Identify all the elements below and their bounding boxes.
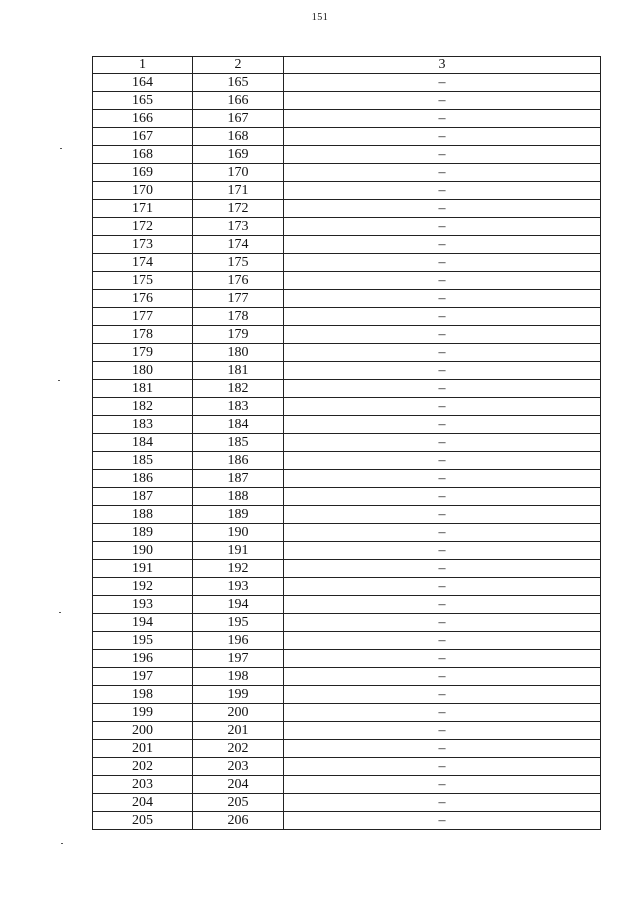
table-cell: 190 — [193, 524, 284, 542]
table-cell: – — [284, 740, 601, 758]
table-row — [93, 182, 601, 200]
table-cell: 188 — [93, 506, 193, 524]
table-row — [93, 164, 601, 182]
table-cell: 200 — [193, 704, 284, 722]
table-cell: 169 — [193, 146, 284, 164]
table-cell: – — [284, 416, 601, 434]
table-row — [93, 704, 601, 722]
table-cell: – — [284, 758, 601, 776]
table-row — [93, 470, 601, 488]
table-row — [93, 794, 601, 812]
table-row — [93, 128, 601, 146]
table-cell: 182 — [93, 398, 193, 416]
table-cell: 190 — [93, 542, 193, 560]
table-cell: – — [284, 182, 601, 200]
table-cell: 189 — [93, 524, 193, 542]
table-cell: – — [284, 254, 601, 272]
table-cell: 175 — [93, 272, 193, 290]
table-cell: – — [284, 326, 601, 344]
table-cell: – — [284, 290, 601, 308]
table-cell: 165 — [193, 74, 284, 92]
table-cell: – — [284, 200, 601, 218]
table-cell: – — [284, 362, 601, 380]
table-cell: 166 — [93, 110, 193, 128]
table-cell: – — [284, 542, 601, 560]
table-cell: – — [284, 776, 601, 794]
column-header: 3 — [284, 57, 601, 74]
table-cell: 193 — [93, 596, 193, 614]
table-cell: – — [284, 92, 601, 110]
table-cell: 182 — [193, 380, 284, 398]
data-table-container — [92, 56, 601, 830]
page-number: 151 — [311, 12, 329, 23]
table-row — [93, 308, 601, 326]
table-cell: 181 — [93, 380, 193, 398]
table-cell: 199 — [93, 704, 193, 722]
scan-speck — [60, 148, 62, 149]
table-cell: – — [284, 398, 601, 416]
table-cell: – — [284, 560, 601, 578]
table-cell: 174 — [193, 236, 284, 254]
table-cell: 178 — [93, 326, 193, 344]
table-row — [93, 362, 601, 380]
table-row — [93, 254, 601, 272]
table-cell: – — [284, 128, 601, 146]
table-row — [93, 416, 601, 434]
table-row — [93, 686, 601, 704]
table-cell: 184 — [193, 416, 284, 434]
table-cell: 205 — [193, 794, 284, 812]
table-cell: 192 — [193, 560, 284, 578]
table-cell: 201 — [193, 722, 284, 740]
table-cell: 186 — [193, 452, 284, 470]
table-cell: 168 — [193, 128, 284, 146]
table-cell: 172 — [93, 218, 193, 236]
table-cell: 164 — [93, 74, 193, 92]
table-cell: 194 — [193, 596, 284, 614]
table-cell: 197 — [193, 650, 284, 668]
table-cell: 185 — [93, 452, 193, 470]
table-cell: – — [284, 434, 601, 452]
table-cell: – — [284, 614, 601, 632]
table-row — [93, 776, 601, 794]
table-cell: 176 — [193, 272, 284, 290]
table-cell: – — [284, 650, 601, 668]
table-cell: 175 — [193, 254, 284, 272]
table-cell: 173 — [93, 236, 193, 254]
table-cell: 179 — [193, 326, 284, 344]
table-cell: 187 — [93, 488, 193, 506]
table-cell: 180 — [93, 362, 193, 380]
table-cell: 177 — [193, 290, 284, 308]
table-cell: 172 — [193, 200, 284, 218]
table-cell: – — [284, 722, 601, 740]
table-cell: 179 — [93, 344, 193, 362]
table-cell: 176 — [93, 290, 193, 308]
table-cell: 184 — [93, 434, 193, 452]
table-cell: – — [284, 452, 601, 470]
scan-speck — [61, 843, 63, 844]
table-cell: 201 — [93, 740, 193, 758]
table-cell: – — [284, 704, 601, 722]
table-cell: – — [284, 308, 601, 326]
table-cell: – — [284, 164, 601, 182]
table-cell: – — [284, 380, 601, 398]
table-cell: 204 — [93, 794, 193, 812]
table-cell: – — [284, 578, 601, 596]
table-row — [93, 506, 601, 524]
table-cell: 180 — [193, 344, 284, 362]
table-row — [93, 740, 601, 758]
table-row — [93, 200, 601, 218]
table-cell: 171 — [193, 182, 284, 200]
table-cell: – — [284, 74, 601, 92]
table-row — [93, 110, 601, 128]
table-cell: 198 — [193, 668, 284, 686]
table-cell: 197 — [93, 668, 193, 686]
table-cell: – — [284, 668, 601, 686]
table-cell: 202 — [193, 740, 284, 758]
table-row — [93, 380, 601, 398]
table-cell: – — [284, 146, 601, 164]
table-cell: 196 — [93, 650, 193, 668]
table-cell: 171 — [93, 200, 193, 218]
table-cell: 168 — [93, 146, 193, 164]
table-cell: 200 — [93, 722, 193, 740]
table-row — [93, 578, 601, 596]
table-row — [93, 146, 601, 164]
table-cell: – — [284, 596, 601, 614]
table-cell: 191 — [93, 560, 193, 578]
table-cell: 181 — [193, 362, 284, 380]
table-cell: – — [284, 506, 601, 524]
table-header-row — [93, 57, 601, 74]
table-cell: 173 — [193, 218, 284, 236]
scan-speck — [59, 612, 61, 613]
table-cell: – — [284, 794, 601, 812]
table-row — [93, 344, 601, 362]
table-cell: 170 — [93, 182, 193, 200]
table-row — [93, 596, 601, 614]
table-cell: 189 — [193, 506, 284, 524]
table-cell: – — [284, 686, 601, 704]
table-cell: 206 — [193, 812, 284, 830]
table-cell: – — [284, 344, 601, 362]
table-cell: 194 — [93, 614, 193, 632]
table-cell: 203 — [193, 758, 284, 776]
scan-speck — [58, 380, 60, 381]
table-cell: 183 — [193, 398, 284, 416]
table-cell: 165 — [93, 92, 193, 110]
table-row — [93, 488, 601, 506]
table-cell: 198 — [93, 686, 193, 704]
table-row — [93, 290, 601, 308]
table-cell: – — [284, 272, 601, 290]
table-row — [93, 452, 601, 470]
table-row — [93, 74, 601, 92]
table-cell: – — [284, 524, 601, 542]
table-row — [93, 434, 601, 452]
table-row — [93, 398, 601, 416]
column-header: 2 — [193, 57, 284, 74]
table-cell: 196 — [193, 632, 284, 650]
table-cell: 186 — [93, 470, 193, 488]
table-row — [93, 218, 601, 236]
table-cell: 204 — [193, 776, 284, 794]
table-cell: 178 — [193, 308, 284, 326]
table-row — [93, 812, 601, 830]
table-cell: 167 — [193, 110, 284, 128]
table-row — [93, 632, 601, 650]
table-cell: 187 — [193, 470, 284, 488]
table-cell: 169 — [93, 164, 193, 182]
table-cell: 192 — [93, 578, 193, 596]
table-row — [93, 542, 601, 560]
table-cell: 185 — [193, 434, 284, 452]
table-cell: 195 — [193, 614, 284, 632]
table-cell: 174 — [93, 254, 193, 272]
table-row — [93, 524, 601, 542]
table-cell: 202 — [93, 758, 193, 776]
table-row — [93, 92, 601, 110]
table-cell: – — [284, 812, 601, 830]
table-cell: 167 — [93, 128, 193, 146]
table-cell: – — [284, 470, 601, 488]
table-row — [93, 560, 601, 578]
table-body — [93, 74, 601, 830]
data-table — [92, 56, 601, 830]
table-row — [93, 722, 601, 740]
table-cell: 177 — [93, 308, 193, 326]
table-cell: 191 — [193, 542, 284, 560]
column-header: 1 — [93, 57, 193, 74]
table-cell: 195 — [93, 632, 193, 650]
table-row — [93, 668, 601, 686]
table-cell: 205 — [93, 812, 193, 830]
table-row — [93, 650, 601, 668]
table-row — [93, 236, 601, 254]
table-row — [93, 758, 601, 776]
table-cell: – — [284, 110, 601, 128]
table-cell: 166 — [193, 92, 284, 110]
table-cell: – — [284, 236, 601, 254]
table-cell: – — [284, 488, 601, 506]
table-cell: 170 — [193, 164, 284, 182]
table-row — [93, 272, 601, 290]
table-row — [93, 326, 601, 344]
table-cell: – — [284, 218, 601, 236]
table-cell: – — [284, 632, 601, 650]
table-row — [93, 614, 601, 632]
table-cell: 203 — [93, 776, 193, 794]
table-cell: 183 — [93, 416, 193, 434]
table-cell: 193 — [193, 578, 284, 596]
table-cell: 188 — [193, 488, 284, 506]
table-cell: 199 — [193, 686, 284, 704]
